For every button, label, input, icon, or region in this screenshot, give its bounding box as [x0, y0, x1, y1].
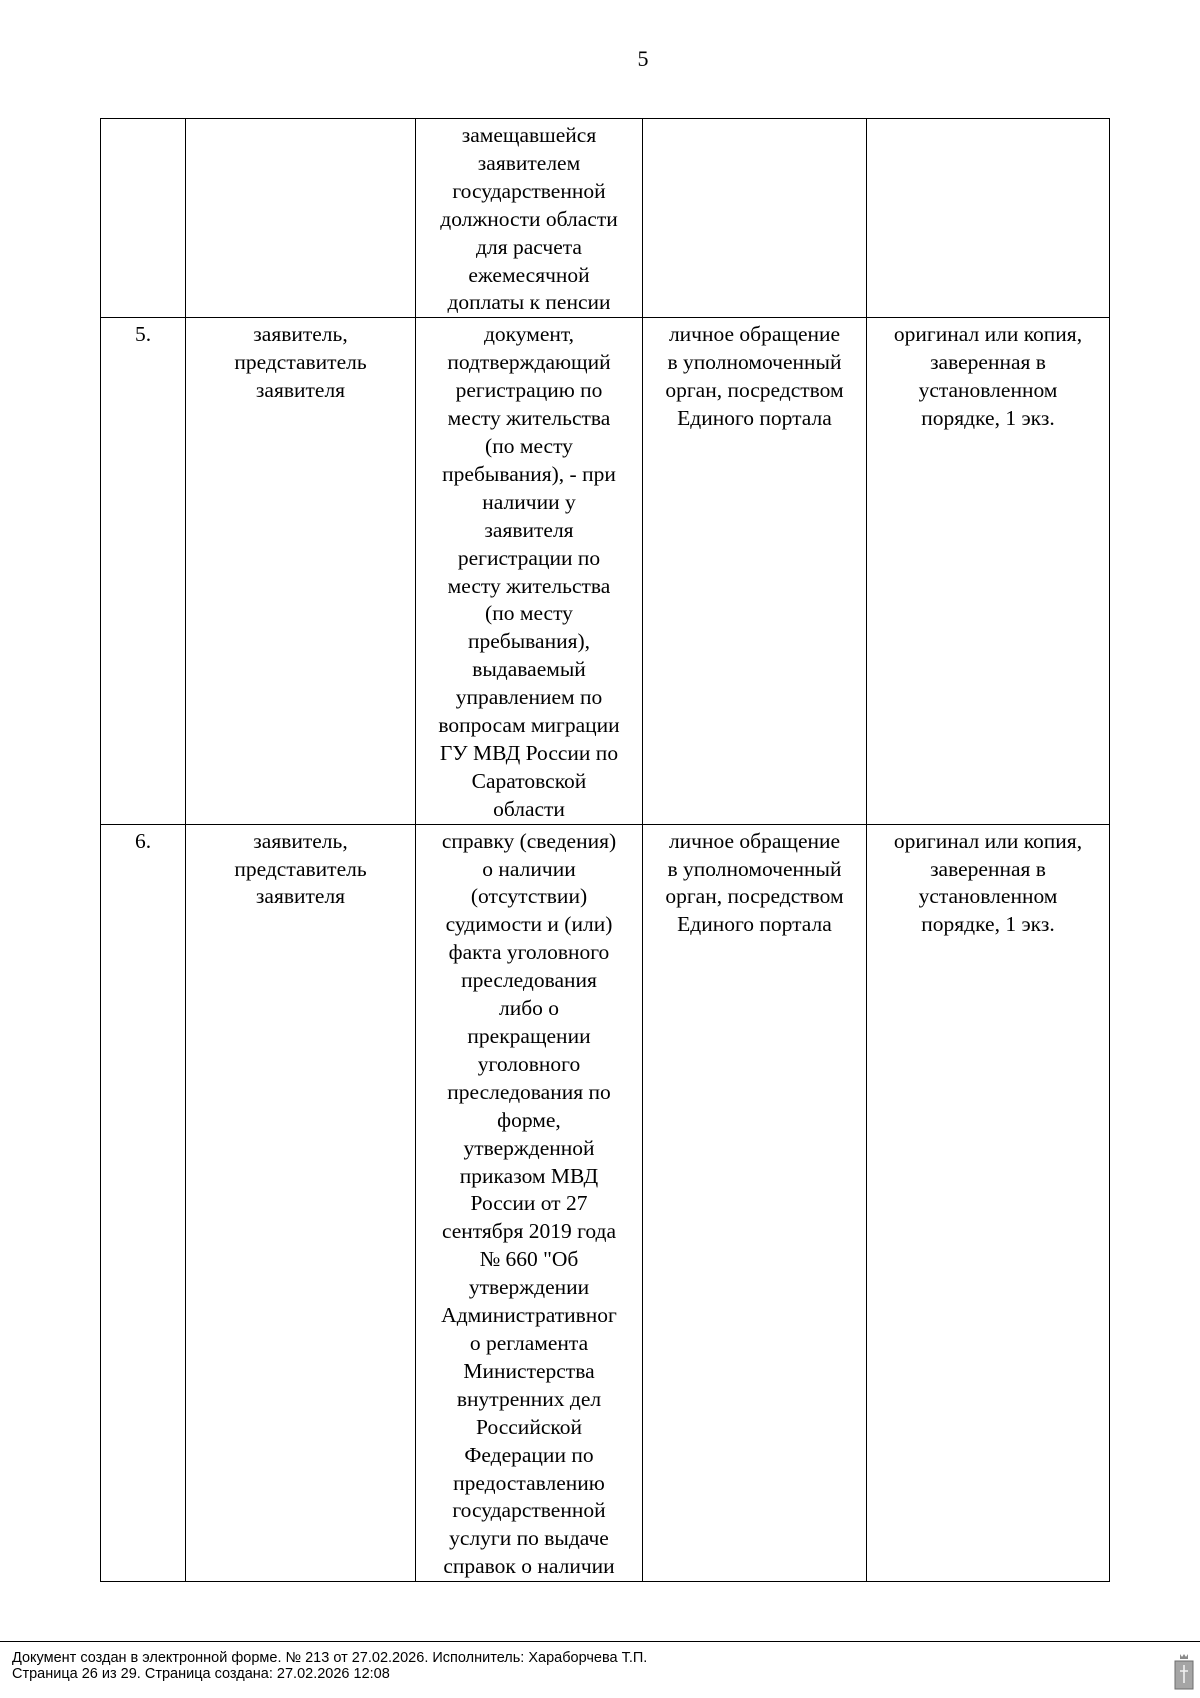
table-row	[101, 318, 1110, 824]
footer-line-page: Страница 26 из 29. Страница создана: 27.02.2026 12:08	[12, 1666, 390, 1682]
table-cell	[867, 119, 1110, 318]
table-cell-form: оригинал или копия, заверенная в установленном порядке, 1 экз.	[867, 824, 1110, 1581]
table-cell	[643, 119, 867, 318]
footer-info	[12, 1650, 647, 1682]
table-cell-method: личное обращение в уполномоченный орган, посредством Единого портала	[643, 824, 867, 1581]
table-cell-form: оригинал или копия, заверенная в установленном порядке, 1 экз.	[867, 318, 1110, 824]
table-cell-number: 6.	[101, 824, 186, 1581]
coat-of-arms-icon	[1172, 1651, 1196, 1691]
documents-table	[100, 118, 1110, 1582]
table-cell-number: 5.	[101, 318, 186, 824]
table-cell	[186, 119, 416, 318]
table-cell-method: личное обращение в уполномоченный орган, посредством Единого портала	[643, 318, 867, 824]
footer-divider	[0, 1641, 1200, 1642]
table-cell-applicant: заявитель, представитель заявителя	[186, 824, 416, 1581]
table-cell-document: замещавшейся заявителем государственной должности области для расчета ежемесячной доплаты к пенсии	[416, 119, 643, 318]
table-cell-document: справку (сведения) о наличии (отсутствии) судимости и (или) факта уголовного преследования либо о прекращении уголовного преследования по форме, утвержденной приказом МВД России от 27 сентября 2019 года № 660 "Об утверждении Административног о регламента Министерства внутренних дел Российской Федерации по предоставлению государственной услуги по выдаче справок о наличии	[416, 824, 643, 1581]
table-cell-applicant: заявитель, представитель заявителя	[186, 318, 416, 824]
table-row	[101, 119, 1110, 318]
table-cell	[101, 119, 186, 318]
page-number: 5	[637, 46, 649, 71]
footer-line-document: Документ создан в электронной форме. № 213 от 27.02.2026. Исполнитель: Хараборчева Т.П.	[12, 1650, 648, 1666]
table-cell-document: документ, подтверждающий регистрацию по месту жительства (по месту пребывания), - при наличии у заявителя регистрации по месту жительства (по месту пребывания), выдаваемый управлением по вопросам миграции ГУ МВД России по Саратовской области	[416, 318, 643, 824]
table-row	[101, 824, 1110, 1581]
